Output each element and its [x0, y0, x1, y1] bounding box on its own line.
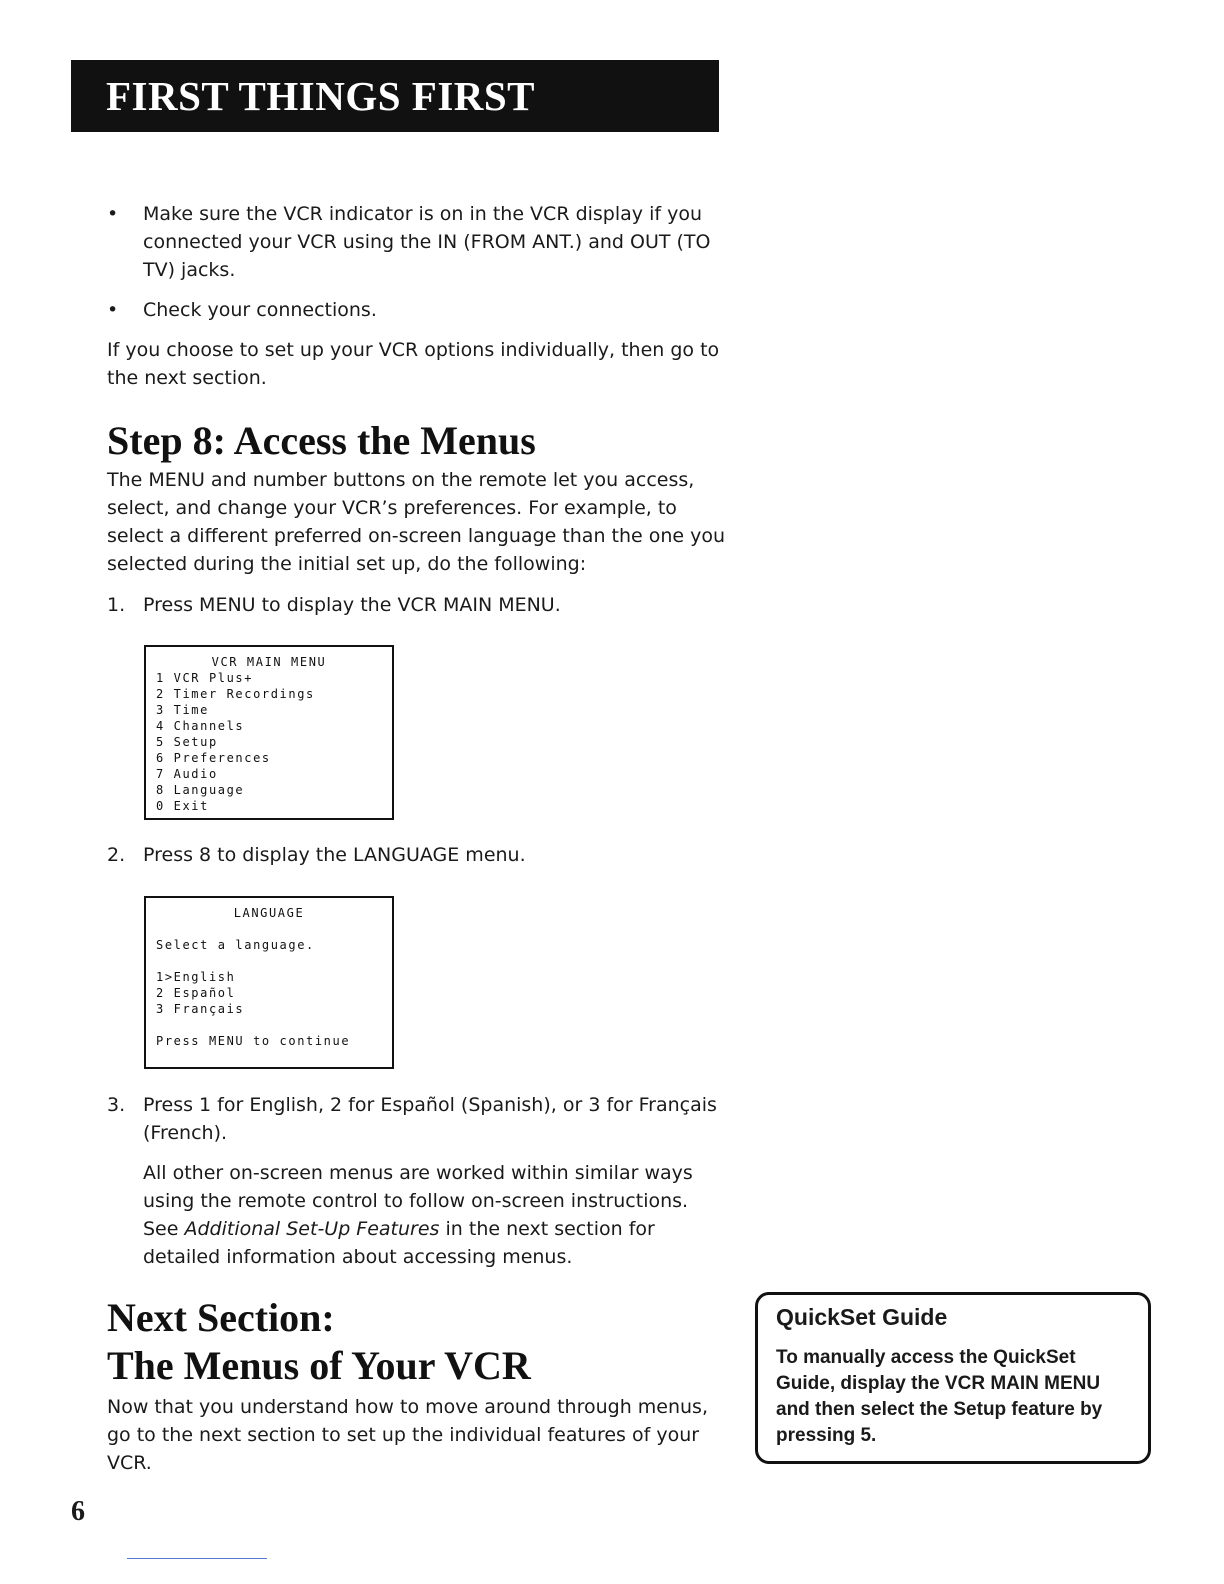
bullet-mark: • — [107, 299, 119, 321]
step8-paragraph: The MENU and number buttons on the remote let you access, select, and change your VCR’s preferences. For example, to select a different preferred on-screen language than the one you selected during the initial set up, do the following: — [107, 469, 726, 575]
screen-footer: Press MENU to continue — [156, 1034, 351, 1048]
step-number: 2. — [107, 844, 126, 866]
vcr-main-menu-screen — [144, 645, 394, 820]
menu-item: 3 Time — [156, 703, 209, 717]
quickset-sidebar — [755, 1292, 1151, 1464]
intro-paragraph: If you choose to set up your VCR options individually, then go to the next section. — [107, 339, 720, 389]
cross-reference: Additional Set-Up Features — [184, 1218, 440, 1240]
next-section-paragraph: Now that you understand how to move around through menus, go to the next section to set up the individual features of your VCR. — [107, 1396, 708, 1474]
step-text: Press 1 for English, 2 for Español (Spanish), or 3 for Français (French). — [143, 1094, 717, 1144]
menu-item: 8 Language — [156, 783, 245, 797]
menu-item: 2 Timer Recordings — [156, 687, 315, 701]
language-option: 2 Español — [156, 986, 236, 1000]
step-text: Press 8 to display the LANGUAGE menu. — [143, 844, 526, 866]
bullet-text: Make sure the VCR indicator is on in the VCR display if you connected your VCR using the IN (FROM ANT.) and OUT (TO TV) jacks. — [143, 203, 711, 281]
menu-item: 4 Channels — [156, 719, 245, 733]
step8-heading: Step 8: Access the Menus — [107, 418, 536, 463]
step-number: 1. — [107, 594, 126, 616]
followup-paragraph — [143, 1159, 727, 1271]
sidebar-title: QuickSet Guide — [776, 1304, 948, 1330]
language-screen — [144, 896, 394, 1069]
bullet-mark: • — [107, 203, 119, 225]
screen-title: LANGUAGE — [233, 906, 305, 920]
language-option: 1>English — [156, 970, 236, 984]
screen-title: VCR MAIN MENU — [211, 655, 327, 669]
step-number: 3. — [107, 1094, 126, 1116]
menu-item: 0 Exit — [156, 799, 209, 813]
sidebar-body: To manually access the QuickSet Guide, display the VCR MAIN MENU and then select the Setup feature by pressing 5. — [776, 1347, 1103, 1446]
page-number: 6 — [71, 1496, 85, 1527]
screen-prompt: Select a language. — [156, 938, 315, 952]
followup-text: in the next section for detailed information about accessing menus. — [143, 1218, 655, 1268]
footer-rule — [127, 1558, 267, 1559]
next-section-heading-2: The Menus of Your VCR — [107, 1343, 531, 1388]
menu-item: 1 VCR Plus+ — [156, 671, 254, 685]
menu-item: 5 Setup — [156, 735, 218, 749]
bullet-text: Check your connections. — [143, 299, 377, 321]
next-section-heading-1: Next Section: — [107, 1295, 335, 1340]
step-text: Press MENU to display the VCR MAIN MENU. — [143, 594, 561, 616]
section-header: FIRST THINGS FIRST — [71, 60, 719, 132]
language-option: 3 Français — [156, 1002, 245, 1016]
menu-item: 7 Audio — [156, 767, 218, 781]
followup-text: All other on-screen menus are worked within similar ways using the remote control to follow on-screen instructions. See — [143, 1162, 693, 1240]
menu-item: 6 Preferences — [156, 751, 271, 765]
